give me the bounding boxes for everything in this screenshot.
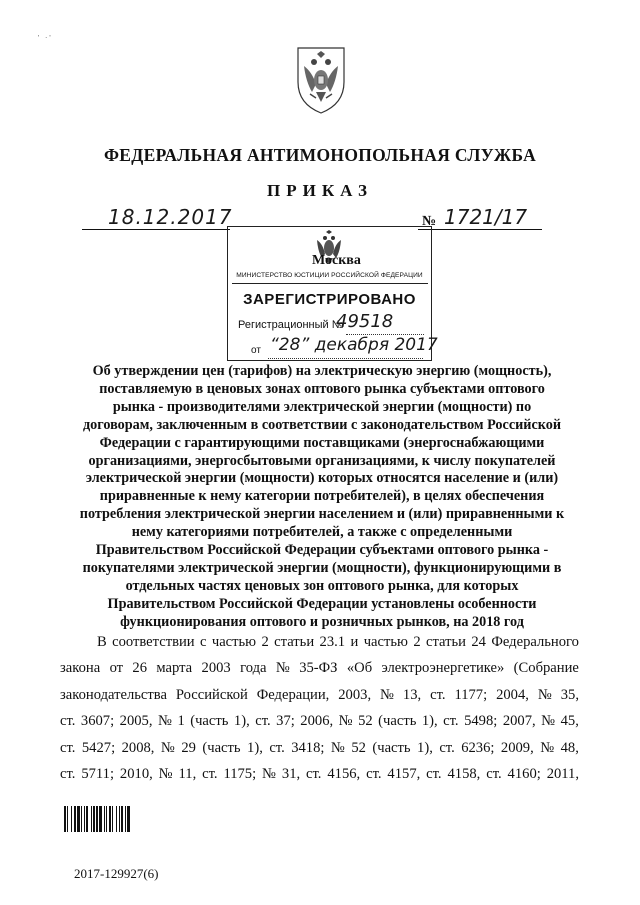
body-word: 13, bbox=[402, 686, 422, 703]
title-line: покупателями электрической энергии (мощности), функционирующими в bbox=[82, 559, 562, 576]
body-word: 26 bbox=[132, 660, 148, 677]
number-underline bbox=[418, 229, 542, 230]
body-word: законодательства bbox=[60, 686, 167, 703]
body-word: 35, bbox=[560, 686, 579, 703]
barcode-bar bbox=[119, 806, 120, 832]
body-word: 1), bbox=[247, 739, 263, 756]
title-line: Об утверждении цен (тарифов) на электрическую энергию (мощность), bbox=[92, 363, 552, 379]
body-word: (часть bbox=[372, 739, 411, 756]
barcode-bar bbox=[67, 806, 68, 832]
body-word: 1), bbox=[233, 713, 250, 730]
body-word: 1177; bbox=[454, 686, 488, 703]
body-word: 52 bbox=[351, 739, 366, 756]
document-code: 2017-129927(6) bbox=[74, 866, 159, 881]
body-word: 37; bbox=[276, 713, 295, 730]
barcode-bar bbox=[84, 806, 85, 832]
body-word: соответствии bbox=[112, 634, 195, 650]
barcode-icon bbox=[64, 806, 176, 832]
body-word: Российской bbox=[175, 686, 248, 703]
handwritten-date: 18.12.2017 bbox=[108, 205, 233, 229]
barcode-bar bbox=[64, 806, 66, 832]
body-word: статьи bbox=[274, 634, 315, 650]
body-word: (часть bbox=[378, 713, 417, 730]
title-line: отдельных частях ценовых зон оптового рынка, для которых bbox=[125, 577, 519, 594]
title-line: поставляемую в ценовых зонах оптового рынка субъектами оптового bbox=[99, 380, 545, 397]
body-word: 52 bbox=[358, 713, 373, 730]
body-word: года bbox=[240, 660, 267, 677]
body-word: 2003, bbox=[338, 686, 372, 703]
body-word: № bbox=[540, 739, 555, 756]
title-line: договорам, заключенным в соответствии с законодательством Российской bbox=[82, 416, 562, 433]
stamp-registered-label: ЗАРЕГИСТРИРОВАНО bbox=[243, 291, 416, 308]
body-word: статьи bbox=[426, 634, 466, 650]
body-word: частью bbox=[363, 634, 408, 650]
barcode-bar bbox=[93, 806, 95, 832]
body-word: 5498; bbox=[464, 713, 498, 730]
title-line: рынка - производителями электрической энергии (мощности) по bbox=[112, 398, 532, 415]
body-word: от bbox=[109, 660, 124, 677]
barcode-bar bbox=[106, 806, 107, 832]
body-word: Федерации, bbox=[256, 686, 330, 703]
stamp-date-line bbox=[268, 358, 423, 359]
title-line: Правительством Российской Федерации установлены особенности bbox=[107, 595, 537, 612]
body-word: (Собрание bbox=[513, 660, 579, 677]
title-line: функционирования оптового и розничных рынков, на 2018 год bbox=[120, 613, 524, 630]
barcode-bar bbox=[112, 806, 113, 832]
title-line: организациями, энергосбытовыми организациями, к числу покупателей bbox=[88, 452, 556, 469]
body-word: 6236; bbox=[461, 739, 495, 756]
barcode-bar bbox=[104, 806, 105, 832]
title-line: Федерации с гарантирующими поставщиками (энергоснабжающими bbox=[99, 434, 545, 451]
barcode-bar bbox=[125, 806, 126, 832]
title-line: Правительством Российской Федерации субъектами оптового рынка - bbox=[95, 542, 549, 559]
body-word: 5427; bbox=[81, 739, 116, 756]
body-word: № bbox=[380, 686, 394, 703]
stamp-divider bbox=[232, 283, 428, 284]
body-word: с bbox=[199, 634, 207, 650]
title-line: нему категориями потребителей, а также с определенными bbox=[131, 524, 513, 541]
body-line bbox=[60, 682, 579, 708]
body-word: 2011, bbox=[546, 766, 579, 783]
body-word: 1), bbox=[417, 739, 433, 756]
body-word: 1175; bbox=[223, 766, 257, 783]
body-word: Федерального bbox=[491, 634, 579, 650]
title-line: приравненные к нему категории потребителей), в целях обеспечения bbox=[99, 488, 545, 505]
body-word: ст. bbox=[426, 766, 442, 783]
body-word: ст. bbox=[443, 713, 459, 730]
body-word: № bbox=[330, 739, 345, 756]
body-word: (часть bbox=[202, 739, 241, 756]
body-word: частью bbox=[211, 634, 257, 650]
body-word: ст. bbox=[430, 686, 446, 703]
body-word: № bbox=[160, 739, 175, 756]
body-word: 2 bbox=[413, 634, 421, 650]
body-word: № bbox=[338, 713, 353, 730]
barcode-bar bbox=[86, 806, 88, 832]
body-word: 24 bbox=[471, 634, 486, 650]
body-word: 2007, bbox=[502, 713, 536, 730]
body-word: № bbox=[275, 660, 290, 677]
stamp-reg-number: 49518 bbox=[336, 311, 394, 332]
body-word: 4157, bbox=[387, 766, 421, 783]
document-type: ПРИКАЗ bbox=[267, 181, 373, 200]
body-word: марта bbox=[156, 660, 193, 677]
body-line bbox=[60, 735, 579, 761]
document-title bbox=[58, 363, 586, 632]
body-word: 1), bbox=[421, 713, 438, 730]
body-word: ст. bbox=[60, 713, 76, 730]
body-word: 4156, bbox=[327, 766, 361, 783]
body-word: 2 bbox=[261, 634, 269, 650]
body-word: «Об bbox=[346, 660, 373, 677]
body-word: 4160; bbox=[507, 766, 541, 783]
body-word: ст. bbox=[60, 739, 76, 756]
body-word: 3607; bbox=[80, 713, 115, 730]
barcode-bar bbox=[99, 806, 102, 832]
coat-of-arms-icon bbox=[292, 42, 350, 116]
body-word: ст. bbox=[202, 766, 218, 783]
title-line: электрической энергии (мощности) которых относятся население и (или) bbox=[85, 470, 559, 487]
body-word: 11, bbox=[178, 766, 197, 783]
body-line bbox=[60, 655, 579, 681]
body-word: ст. bbox=[486, 766, 502, 783]
body-word: 3418; bbox=[291, 739, 325, 756]
body-paragraph bbox=[60, 629, 579, 787]
body-word: 45, bbox=[560, 713, 579, 730]
stamp-date-label: от bbox=[251, 345, 261, 356]
stamp-date: “28” декабря 2017 bbox=[270, 335, 438, 355]
body-line bbox=[60, 629, 579, 655]
body-word: 29 bbox=[181, 739, 196, 756]
barcode-bar bbox=[77, 806, 80, 832]
body-word: ст. bbox=[366, 766, 382, 783]
barcode-bar bbox=[121, 806, 123, 832]
barcode-bar bbox=[96, 806, 98, 832]
body-word: 1 bbox=[177, 713, 185, 730]
body-word: ст. bbox=[60, 766, 76, 783]
handwritten-number: 1721/17 bbox=[444, 205, 528, 229]
body-word: 35-ФЗ bbox=[299, 660, 338, 677]
stamp-ministry: МИНИСТЕРСТВО ЮСТИЦИИ РОССИЙСКОЙ ФЕДЕРАЦИИ bbox=[236, 272, 423, 279]
title-line: потребления электрической энергии населением и (или) приравненными к bbox=[79, 506, 565, 523]
number-sign: № bbox=[422, 214, 437, 229]
body-word: № bbox=[158, 713, 172, 730]
body-word: 31, bbox=[281, 766, 301, 783]
body-word: № bbox=[262, 766, 276, 783]
barcode-bar bbox=[71, 806, 72, 832]
body-word: 48, bbox=[560, 739, 579, 756]
body-word: 4158, bbox=[447, 766, 481, 783]
stamp-city: Москва bbox=[312, 253, 361, 268]
body-word: № bbox=[158, 766, 173, 783]
body-word: 2010, bbox=[119, 766, 153, 783]
body-word: В bbox=[97, 634, 107, 650]
body-word: ст. bbox=[269, 739, 285, 756]
barcode-bar bbox=[109, 806, 111, 832]
body-line bbox=[60, 708, 579, 734]
barcode-bar bbox=[127, 806, 130, 832]
body-word: 2004, bbox=[496, 686, 529, 703]
body-word: 23.1 bbox=[319, 634, 346, 650]
body-word: (часть bbox=[190, 713, 229, 730]
body-word: 5711; bbox=[81, 766, 115, 783]
barcode-bar bbox=[74, 806, 76, 832]
agency-name: ФЕДЕРАЛЬНАЯ АНТИМОНОПОЛЬНАЯ СЛУЖБА bbox=[103, 145, 537, 165]
body-word: ст. bbox=[306, 766, 322, 783]
body-word: ст. bbox=[255, 713, 271, 730]
barcode-bar bbox=[116, 806, 117, 832]
body-word: 2005, bbox=[119, 713, 153, 730]
body-word: 2008, bbox=[121, 739, 155, 756]
body-word: № bbox=[537, 686, 552, 703]
body-word: 2006, bbox=[300, 713, 334, 730]
body-word: закона bbox=[60, 660, 101, 677]
scan-specks: ' ·' bbox=[38, 34, 53, 42]
body-word: ст. bbox=[439, 739, 455, 756]
body-word: № bbox=[541, 713, 556, 730]
body-word: 2003 bbox=[201, 660, 231, 677]
body-line bbox=[60, 761, 579, 787]
body-word: и bbox=[350, 634, 359, 650]
body-word: электроэнергетике» bbox=[381, 660, 505, 677]
stamp-reg-number-label: Регистрационный № bbox=[238, 319, 344, 331]
barcode-bar bbox=[91, 806, 92, 832]
date-underline bbox=[82, 229, 230, 230]
body-word: 2009, bbox=[500, 739, 534, 756]
barcode-bar bbox=[81, 806, 82, 832]
